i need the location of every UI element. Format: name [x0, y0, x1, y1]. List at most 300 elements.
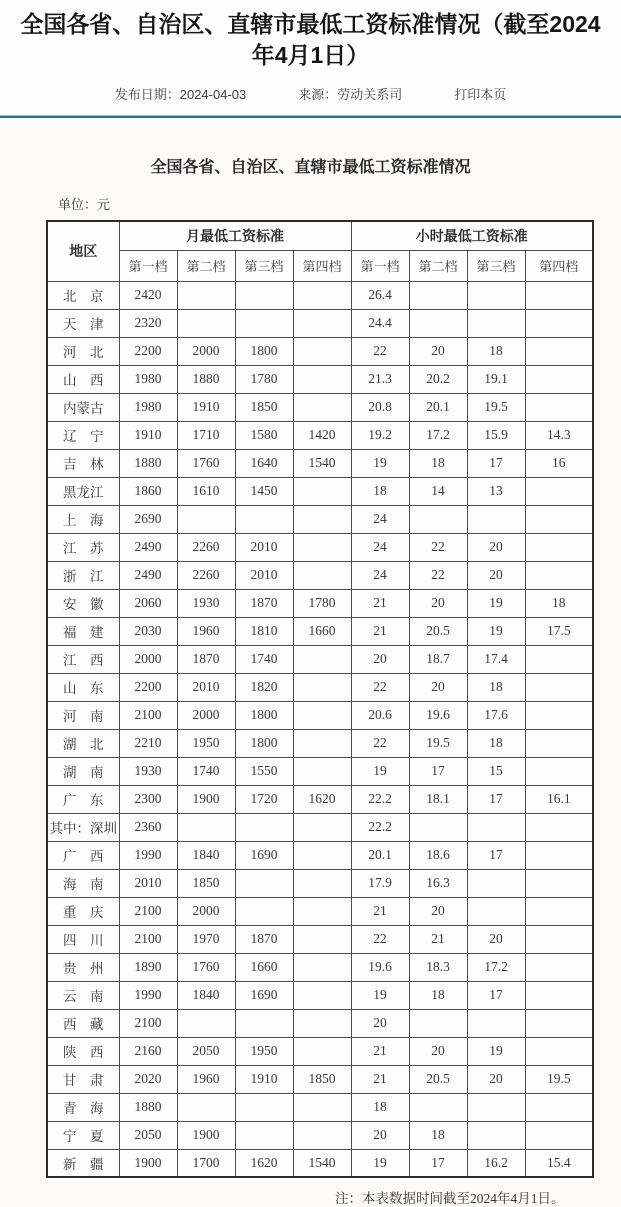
value-cell: 17 — [467, 981, 525, 1009]
value-cell: 24 — [351, 561, 409, 589]
value-cell: 20 — [467, 561, 525, 589]
value-cell: 15 — [467, 757, 525, 785]
value-cell — [177, 1093, 235, 1121]
value-cell: 2160 — [119, 1037, 177, 1065]
value-cell — [525, 1093, 593, 1121]
data-cutoff-note: 注：本表数据时间截至2024年4月1日。 — [335, 1191, 565, 1207]
value-cell — [467, 1009, 525, 1037]
value-cell: 1900 — [177, 785, 235, 813]
value-cell: 20 — [409, 1037, 467, 1065]
table-row — [47, 1065, 593, 1093]
value-cell: 21 — [351, 589, 409, 617]
table-row — [47, 841, 593, 869]
value-cell: 19 — [467, 589, 525, 617]
value-cell — [177, 505, 235, 533]
region-cell: 湖 北 — [47, 729, 119, 757]
table-row — [47, 421, 593, 449]
table-row — [47, 477, 593, 505]
value-cell: 21 — [351, 897, 409, 925]
value-cell: 20 — [409, 897, 467, 925]
value-cell — [525, 897, 593, 925]
value-cell: 1720 — [235, 785, 293, 813]
region-cell: 福 建 — [47, 617, 119, 645]
value-cell: 24.4 — [351, 309, 409, 337]
value-cell: 22.2 — [351, 785, 409, 813]
region-cell: 吉 林 — [47, 449, 119, 477]
value-cell: 1840 — [177, 841, 235, 869]
value-cell: 1550 — [235, 757, 293, 785]
monthly-tier4-header: 第四档 — [293, 250, 351, 281]
value-cell — [409, 1093, 467, 1121]
region-cell: 湖 南 — [47, 757, 119, 785]
region-cell: 江 西 — [47, 645, 119, 673]
value-cell: 1740 — [177, 757, 235, 785]
value-cell: 20.8 — [351, 393, 409, 421]
value-cell: 1930 — [177, 589, 235, 617]
value-cell: 1780 — [293, 589, 351, 617]
region-cell: 新 疆 — [47, 1149, 119, 1177]
value-cell: 20 — [409, 589, 467, 617]
value-cell — [525, 561, 593, 589]
value-cell: 1800 — [235, 729, 293, 757]
value-cell: 1640 — [235, 449, 293, 477]
table-row — [47, 729, 593, 757]
value-cell — [235, 869, 293, 897]
value-cell — [525, 1121, 593, 1149]
region-column-header: 地区 — [47, 221, 119, 281]
region-cell: 辽 宁 — [47, 421, 119, 449]
value-cell — [525, 701, 593, 729]
value-cell — [525, 1037, 593, 1065]
value-cell: 13 — [467, 477, 525, 505]
value-cell — [235, 1121, 293, 1149]
value-cell — [293, 505, 351, 533]
value-cell — [235, 1009, 293, 1037]
value-cell: 20.1 — [351, 841, 409, 869]
value-cell — [293, 925, 351, 953]
value-cell: 2010 — [235, 561, 293, 589]
value-cell: 1610 — [177, 477, 235, 505]
value-cell — [293, 1009, 351, 1037]
value-cell: 1850 — [293, 1065, 351, 1093]
value-cell — [525, 813, 593, 841]
value-cell: 17.5 — [525, 617, 593, 645]
value-cell: 2320 — [119, 309, 177, 337]
value-cell: 1930 — [119, 757, 177, 785]
value-cell — [293, 1037, 351, 1065]
publish-date: 发布日期：2024-04-03 — [114, 87, 247, 103]
hourly-tier2-header: 第二档 — [409, 250, 467, 281]
value-cell — [525, 505, 593, 533]
value-cell: 2260 — [177, 533, 235, 561]
value-cell: 15.4 — [525, 1149, 593, 1177]
value-cell: 19 — [351, 757, 409, 785]
table-row — [47, 1149, 593, 1177]
value-cell: 18 — [525, 589, 593, 617]
value-cell: 20 — [467, 925, 525, 953]
value-cell: 22.2 — [351, 813, 409, 841]
table-row — [47, 393, 593, 421]
value-cell — [293, 533, 351, 561]
minimum-wage-table — [46, 220, 594, 1178]
value-cell: 1420 — [293, 421, 351, 449]
value-cell: 1870 — [235, 589, 293, 617]
region-cell: 海 南 — [47, 869, 119, 897]
value-cell: 2000 — [177, 701, 235, 729]
value-cell: 2060 — [119, 589, 177, 617]
value-cell — [293, 897, 351, 925]
value-cell: 26.4 — [351, 281, 409, 309]
value-cell: 1580 — [235, 421, 293, 449]
value-cell: 22 — [351, 729, 409, 757]
value-cell: 1800 — [235, 337, 293, 365]
value-cell: 1620 — [293, 785, 351, 813]
value-cell: 2100 — [119, 1009, 177, 1037]
value-cell: 2000 — [177, 897, 235, 925]
tier-header-row — [47, 250, 593, 281]
value-cell — [177, 309, 235, 337]
value-cell: 2690 — [119, 505, 177, 533]
value-cell — [235, 309, 293, 337]
value-cell: 22 — [409, 561, 467, 589]
value-cell: 17.4 — [467, 645, 525, 673]
region-cell: 贵 州 — [47, 953, 119, 981]
meta-row — [0, 84, 621, 115]
table-row — [47, 281, 593, 309]
value-cell: 18.1 — [409, 785, 467, 813]
value-cell: 2100 — [119, 925, 177, 953]
document-body — [0, 118, 621, 1207]
value-cell — [525, 533, 593, 561]
value-cell — [235, 897, 293, 925]
value-cell: 19.6 — [409, 701, 467, 729]
value-cell: 2010 — [177, 673, 235, 701]
value-cell — [235, 1093, 293, 1121]
value-cell: 18 — [467, 729, 525, 757]
region-cell: 云 南 — [47, 981, 119, 1009]
value-cell — [525, 1009, 593, 1037]
value-cell: 2050 — [119, 1121, 177, 1149]
value-cell: 22 — [351, 673, 409, 701]
table-row — [47, 533, 593, 561]
table-row — [47, 505, 593, 533]
monthly-tier3-header: 第三档 — [235, 250, 293, 281]
value-cell — [525, 393, 593, 421]
value-cell — [409, 1009, 467, 1037]
value-cell: 19.1 — [467, 365, 525, 393]
value-cell: 1800 — [235, 701, 293, 729]
value-cell: 20.2 — [409, 365, 467, 393]
value-cell: 1870 — [235, 925, 293, 953]
value-cell: 1820 — [235, 673, 293, 701]
value-cell: 20 — [351, 645, 409, 673]
value-cell — [293, 757, 351, 785]
value-cell: 18.3 — [409, 953, 467, 981]
value-cell: 20 — [409, 673, 467, 701]
value-cell: 20 — [467, 1065, 525, 1093]
value-cell: 1660 — [235, 953, 293, 981]
value-cell — [235, 505, 293, 533]
value-cell — [525, 281, 593, 309]
table-row — [47, 1093, 593, 1121]
value-cell: 1540 — [293, 1149, 351, 1177]
table-row — [47, 981, 593, 1009]
value-cell: 18 — [467, 337, 525, 365]
table-row — [47, 645, 593, 673]
table-row — [47, 449, 593, 477]
value-cell: 21.3 — [351, 365, 409, 393]
value-cell: 1850 — [177, 869, 235, 897]
value-cell — [293, 673, 351, 701]
value-cell: 1910 — [177, 393, 235, 421]
value-cell — [409, 309, 467, 337]
value-cell: 1910 — [119, 421, 177, 449]
value-cell — [409, 281, 467, 309]
value-cell: 1740 — [235, 645, 293, 673]
value-cell — [525, 757, 593, 785]
value-cell: 21 — [351, 1037, 409, 1065]
value-cell: 1690 — [235, 841, 293, 869]
value-cell: 19.5 — [525, 1065, 593, 1093]
table-row — [47, 309, 593, 337]
value-cell: 17 — [467, 785, 525, 813]
table-row — [47, 1121, 593, 1149]
value-cell — [409, 813, 467, 841]
region-cell: 陕 西 — [47, 1037, 119, 1065]
region-cell: 四 川 — [47, 925, 119, 953]
value-cell: 18 — [351, 477, 409, 505]
value-cell: 22 — [351, 337, 409, 365]
value-cell: 17.2 — [409, 421, 467, 449]
value-cell: 1690 — [235, 981, 293, 1009]
value-cell: 1980 — [119, 365, 177, 393]
value-cell — [293, 981, 351, 1009]
value-cell: 17.9 — [351, 869, 409, 897]
value-cell: 20 — [351, 1121, 409, 1149]
value-cell: 17 — [467, 841, 525, 869]
value-cell — [525, 729, 593, 757]
value-cell: 1660 — [293, 617, 351, 645]
value-cell — [467, 281, 525, 309]
value-cell: 2360 — [119, 813, 177, 841]
region-cell: 河 南 — [47, 701, 119, 729]
value-cell — [525, 953, 593, 981]
print-page-link[interactable]: 打印本页 — [454, 87, 507, 103]
value-cell — [293, 813, 351, 841]
value-cell: 17 — [409, 1149, 467, 1177]
value-cell: 18 — [409, 449, 467, 477]
value-cell: 1900 — [177, 1121, 235, 1149]
value-cell: 1810 — [235, 617, 293, 645]
value-cell — [467, 869, 525, 897]
value-cell: 1860 — [119, 477, 177, 505]
table-row — [47, 1037, 593, 1065]
value-cell: 14.3 — [525, 421, 593, 449]
value-cell: 1840 — [177, 981, 235, 1009]
value-cell: 19 — [467, 1037, 525, 1065]
value-cell — [525, 673, 593, 701]
value-cell: 1970 — [177, 925, 235, 953]
value-cell: 1910 — [235, 1065, 293, 1093]
table-row — [47, 925, 593, 953]
value-cell: 20 — [467, 533, 525, 561]
hourly-tier4-header: 第四档 — [525, 250, 593, 281]
value-cell: 1760 — [177, 953, 235, 981]
value-cell — [467, 897, 525, 925]
table-row — [47, 897, 593, 925]
value-cell — [293, 309, 351, 337]
source-label: 来源：劳动关系司 — [298, 87, 403, 103]
value-cell: 21 — [409, 925, 467, 953]
region-cell: 宁 夏 — [47, 1121, 119, 1149]
value-cell: 1960 — [177, 617, 235, 645]
value-cell: 19.6 — [351, 953, 409, 981]
value-cell: 18.6 — [409, 841, 467, 869]
value-cell: 1900 — [119, 1149, 177, 1177]
value-cell — [525, 645, 593, 673]
value-cell: 19.5 — [467, 393, 525, 421]
value-cell — [293, 365, 351, 393]
value-cell — [293, 701, 351, 729]
value-cell: 19 — [351, 449, 409, 477]
value-cell: 2010 — [119, 869, 177, 897]
value-cell — [293, 841, 351, 869]
value-cell: 2210 — [119, 729, 177, 757]
region-cell: 北 京 — [47, 281, 119, 309]
value-cell: 17.2 — [467, 953, 525, 981]
value-cell — [409, 505, 467, 533]
value-cell: 20.5 — [409, 1065, 467, 1093]
region-cell: 山 西 — [47, 365, 119, 393]
value-cell: 20 — [409, 337, 467, 365]
value-cell: 2000 — [119, 645, 177, 673]
region-cell: 西 藏 — [47, 1009, 119, 1037]
value-cell: 18 — [409, 1121, 467, 1149]
value-cell — [293, 393, 351, 421]
value-cell: 18 — [409, 981, 467, 1009]
region-cell: 广 东 — [47, 785, 119, 813]
value-cell: 1880 — [177, 365, 235, 393]
table-row — [47, 617, 593, 645]
value-cell: 2030 — [119, 617, 177, 645]
value-cell — [467, 813, 525, 841]
value-cell: 20.1 — [409, 393, 467, 421]
table-row — [47, 813, 593, 841]
value-cell: 22 — [409, 533, 467, 561]
value-cell — [293, 729, 351, 757]
region-cell: 安 徽 — [47, 589, 119, 617]
value-cell: 2100 — [119, 701, 177, 729]
value-cell: 2020 — [119, 1065, 177, 1093]
value-cell: 2000 — [177, 337, 235, 365]
value-cell: 21 — [351, 617, 409, 645]
value-cell: 24 — [351, 505, 409, 533]
value-cell: 17.6 — [467, 701, 525, 729]
hourly-group-header: 小时最低工资标准 — [351, 221, 593, 250]
table-row — [47, 869, 593, 897]
value-cell — [293, 953, 351, 981]
value-cell: 1780 — [235, 365, 293, 393]
table-row — [47, 673, 593, 701]
value-cell: 1870 — [177, 645, 235, 673]
value-cell: 19 — [351, 1149, 409, 1177]
region-cell: 天 津 — [47, 309, 119, 337]
value-cell — [293, 281, 351, 309]
region-cell: 内蒙古 — [47, 393, 119, 421]
table-row — [47, 561, 593, 589]
region-cell: 河 北 — [47, 337, 119, 365]
table-row — [47, 1009, 593, 1037]
value-cell: 22 — [351, 925, 409, 953]
region-cell: 青 海 — [47, 1093, 119, 1121]
value-cell — [293, 1093, 351, 1121]
value-cell — [293, 869, 351, 897]
value-cell: 1450 — [235, 477, 293, 505]
value-cell — [293, 561, 351, 589]
value-cell — [235, 281, 293, 309]
value-cell — [525, 869, 593, 897]
value-cell: 2100 — [119, 897, 177, 925]
value-cell — [177, 813, 235, 841]
value-cell: 16.2 — [467, 1149, 525, 1177]
monthly-tier1-header: 第一档 — [119, 250, 177, 281]
value-cell: 1620 — [235, 1149, 293, 1177]
table-head — [47, 221, 593, 281]
value-cell: 1950 — [177, 729, 235, 757]
value-cell — [525, 477, 593, 505]
value-cell: 2200 — [119, 337, 177, 365]
region-cell: 甘 肃 — [47, 1065, 119, 1093]
table-body — [47, 281, 593, 1177]
value-cell: 18 — [467, 673, 525, 701]
page-header — [0, 0, 621, 115]
value-cell — [293, 645, 351, 673]
table-row — [47, 365, 593, 393]
value-cell: 2490 — [119, 533, 177, 561]
value-cell: 1850 — [235, 393, 293, 421]
value-cell — [177, 281, 235, 309]
unit-label: 单位：元 — [58, 197, 111, 213]
value-cell — [467, 505, 525, 533]
value-cell: 1980 — [119, 393, 177, 421]
value-cell — [525, 981, 593, 1009]
value-cell: 16.3 — [409, 869, 467, 897]
table-row — [47, 589, 593, 617]
value-cell: 15.9 — [467, 421, 525, 449]
value-cell: 1880 — [119, 449, 177, 477]
region-cell: 浙 江 — [47, 561, 119, 589]
value-cell — [467, 1121, 525, 1149]
value-cell: 16 — [525, 449, 593, 477]
value-cell — [525, 925, 593, 953]
value-cell: 19 — [467, 617, 525, 645]
value-cell — [177, 1009, 235, 1037]
value-cell: 2260 — [177, 561, 235, 589]
value-cell — [525, 365, 593, 393]
value-cell — [293, 1121, 351, 1149]
value-cell: 2200 — [119, 673, 177, 701]
value-cell — [467, 1093, 525, 1121]
value-cell: 2010 — [235, 533, 293, 561]
value-cell: 18.7 — [409, 645, 467, 673]
value-cell: 19.5 — [409, 729, 467, 757]
value-cell: 14 — [409, 477, 467, 505]
value-cell: 19 — [351, 981, 409, 1009]
value-cell: 20 — [351, 1009, 409, 1037]
value-cell: 1710 — [177, 421, 235, 449]
value-cell: 17 — [409, 757, 467, 785]
value-cell: 20.6 — [351, 701, 409, 729]
